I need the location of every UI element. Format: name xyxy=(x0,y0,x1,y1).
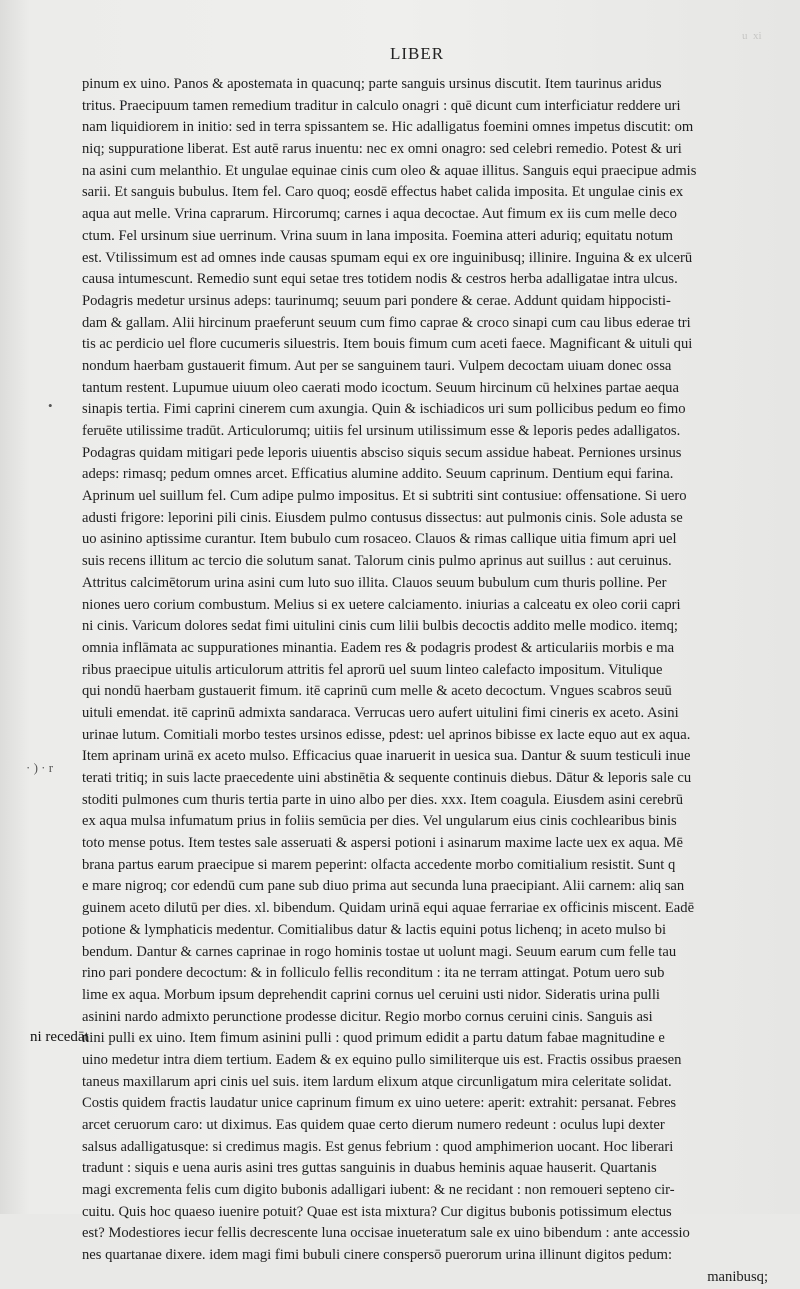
bleed-through-text: u xi xyxy=(742,30,762,42)
text-line: tritus. Praecipuum tamen remedium traditur in calculo onagri : quē dicunt cum interficiatur reddere uri xyxy=(82,97,681,114)
text-line: taneus maxillarum apri cinis uel suis. item lardum elixum atque circunligatum mira celeritate solidat. xyxy=(82,1073,672,1090)
text-line: brana partus earum praecipue si marem peperint: olfacta accedente morbo comitialium resistit. Sunt q xyxy=(82,856,676,873)
text-line: uino medetur intra diem tertium. Eadem & ex equino pullo similiterque uis est. Fractis ossibus praesen xyxy=(82,1051,682,1068)
text-line: nondum haerbam gustauerit fimum. Aut per se sanguinem tauri. Vulpem decoctam uiuam donec ossa xyxy=(82,357,672,374)
text-line: suis recens illitum ac tercio die solutum sanat. Talorum cinis pulmo aprinus aut suillus : aut ceruinus. xyxy=(82,553,672,570)
text-line: nini pulli ex uino. Item fimum asinini pulli : quod primum edidit a partu datum fabae magnitudine e xyxy=(82,1030,665,1047)
running-head: LIBER xyxy=(390,44,445,63)
text-line: ex aqua mulsa infumatum prius in foliis semūcia per dies. Vel ungularum eius cinis cochlearibus binis xyxy=(82,813,677,830)
text-line: niq; suppuratione liberat. Est autē rarus inuentu: nec ex omni onagro: sed celebri remedio. Potest & uri xyxy=(82,141,682,158)
text-line: dam & gallam. Alii hircinum praeferunt seuum cum fimo caprae & croco sinapi cum cau libus ederae tri xyxy=(82,314,691,331)
text-line: uituli emendat. itē caprinū admixta sandaraca. Verrucas uero aufert uitulini fimi cineris ex aceto. Asini xyxy=(82,704,679,721)
margin-mark: · ) · r xyxy=(26,760,54,775)
text-line: tradunt : siquis e uena auris asini tres guttas sanguinis in duabus heminis aquae hauserit. Quartanis xyxy=(82,1160,657,1177)
text-line: Item aprinam urinā ex aceto mulso. Efficacius quae inaruerit in uesica sua. Dantur & suum testiculi inue xyxy=(82,748,691,765)
text-line: stoditi pulmones cum thuris tertia parte in uino albo per dies. xxx. Item coagula. Eiusdem asini cerebrū xyxy=(82,791,684,808)
text-line: feruēte utilissime tradūt. Articulorumq; uitiis fel ursinum utilissimum esse & leporis pedes adalligatos. xyxy=(82,423,681,439)
text-line: aqua aut melle. Vrina caprarum. Hircorumq; carnes i aqua decoctae. Aut fimum ex iis cum melle deco xyxy=(82,206,677,223)
text-line: est. Vtilissimum est ad omnes inde causas spumam equi ex ore inguinibusq; illinire. Inguina & ex ulcerū xyxy=(82,249,693,266)
text-line: nes quartanae dixere. idem magi fimi bubuli cinere conspersō puerorum urina illinunt digitos pedum: xyxy=(82,1247,673,1264)
text-line: nam liquidiorem in initio: sed in terra spissantem se. Hic adalligatus foemini omnes impetus discutit: om xyxy=(82,119,694,136)
text-line: qui nondū haerbam gustauerit fimum. itē caprinū cum melle & aceto decoctum. Vngues scabros seuū xyxy=(82,683,672,700)
text-line: guinem aceto dilutū per dies. xl. bibendum. Quidam urinā equi aquae ferrariae ex officinis miscent. Eadē xyxy=(82,900,695,917)
text-line: pinum ex uino. Panos & apostemata in quacunq; parte sanguis ursinus discutit. Item taurinus aridus xyxy=(82,76,662,92)
text-line: Podagris medetur ursinus adeps: taurinumq; seuum pari pondere & cerae. Addunt quidam hippocisti- xyxy=(82,292,671,309)
catchword: manibusq; xyxy=(707,1268,768,1285)
text-line: omnia inflāmata ac suppurationes minantia. Eadem res & podagris prodest & articulariis morbis e ma xyxy=(82,639,675,656)
text-line: e mare nigroq; cor edendū cum pane sub diuo prima aut secunda luna praecipiant. Alii carnem: aliq san xyxy=(82,878,685,895)
text-line: na asini cum melanthio. Et ungulae equinae cinis cum oleo & aquae illitus. Sanguis equi praecipue admis xyxy=(82,162,697,179)
margin-note: ni recedāt xyxy=(30,1029,89,1045)
text-line: lime ex aqua. Morbum ipsum deprehendit caprini cornus uel ceruini usti nidor. Sideratis urina pulli xyxy=(82,986,660,1003)
text-line: uo asinino aptissime curantur. Item bubulo cum rosaceo. Clauos & rimas callique uitia fimum apri uel xyxy=(82,531,677,548)
text-line: sinapis tertia. Fimi caprini cinerem cum axungia. Quin & ischiadicos uri sum pollicibus pedum eo fimo xyxy=(82,401,686,418)
text-line: tis ac perdicio uel flore cucumeris siluestris. Item bouis fimum cum aceti faece. Magnificant & uituli qui xyxy=(82,336,693,353)
text-line: Attritus calcimētorum urina asini cum luto suo illita. Clauos seuum bubulum cum thuris polline. Per xyxy=(82,574,667,591)
text-line: bendum. Dantur & carnes caprinae in rogo hominis tostae ut uolunt magi. Seuum earum cum felle tau xyxy=(82,943,677,960)
text-line: est? Modestiores iecur fellis decrescente luna occisae inueteratum sale ex uino bibendum : ante accessio xyxy=(82,1225,690,1242)
text-line: salsus adalligatusque: si credimus magis. Est genus febrium : quod amphimerion uocant. Hoc liberari xyxy=(82,1138,674,1155)
text-line: tantum restent. Lupumue uiuum oleo caerati modo icoctum. Seuum hircinum cū helxines partae aequa xyxy=(82,379,679,396)
text-line: adeps: rimasq; pedum omnes arcet. Efficatius alumine addito. Seuum caprinum. Dentium equi farina. xyxy=(82,466,674,483)
text-line: causa intumescunt. Remedio sunt equi setae tres totidem nodis & cestros herba adalligatae intra ulcus. xyxy=(82,271,678,288)
text-block xyxy=(82,74,772,1289)
text-line: toto mense potus. Item testes sale asseruati & aspersi potioni i asinarum maxime lacte uex ex aqua. Mē xyxy=(82,835,684,852)
text-line: niones uero corium combustum. Melius si ex uetere calciamento. iniurias a calceatu ex oleo corii capri xyxy=(82,596,681,613)
text-line: ctum. Fel ursinum siue uerrinum. Vrina suum in lana imposita. Foemina atteri aduriq; equitatu notum xyxy=(82,227,674,244)
text-line: ni cinis. Varicum dolores sedat fimi uitulini cinis cum lilii bulbis decoctis addito melle modico. itemq; xyxy=(82,618,678,635)
text-line: magi excrementa felis cum digito bubonis adalligari iubent: & ne recidant : non remoueri septeno cir- xyxy=(82,1182,675,1199)
text-line: sarii. Et sanguis bubulus. Item fel. Caro quoq; eosdē effectus habet calida imposita. Et ungulae cinis ex xyxy=(82,184,684,201)
text-line: asinini nardo admixto perunctione prodesse dicitur. Regio morbo cornus ceruini cinis. Sanguis asi xyxy=(82,1008,653,1025)
text-line: arcet ceruorum caro: ut diximus. Eas quidem quae certo dierum numero redeunt : oculus lupi dexter xyxy=(82,1117,665,1133)
text-line: Costis quidem fractis laudatur unice caprinum fimum ex uino uetere: aperit: extrahit: persanat. Febres xyxy=(82,1095,677,1112)
text-line: Podagras quidam mitigari pede leporis uiuentis absciso siquis secum assidue habeat. Perniones ursinus xyxy=(82,444,682,461)
text-line: urinae lutum. Comitiali morbo testes ursinos edisse, pdest: uel aprinos bibisse ex lacte equo aut ex aqua. xyxy=(82,726,691,743)
text-line: terati tritiq; in suis lacte praecedente uini abstinētia & sequente continuis diebus. Dātur & leporis sale cu xyxy=(82,770,692,786)
margin-mark: • xyxy=(48,398,53,413)
text-line: adusti frigore: leporini pili cinis. Eiusdem pulmo contusus dissectus: aut pulmonis cinis. Sole adusta se xyxy=(82,509,683,526)
text-line: potione & lymphaticis medentur. Comitialibus datur & lactis equini potus lichenq; in aceto mulso bi xyxy=(82,921,667,938)
text-line: rino pari pondere decoctum: & in folliculo fellis reconditum : ita ne terram attingat. Potum uero sub xyxy=(82,965,665,982)
text-line: cuitu. Quis hoc quaeso iuenire potuit? Quae est ista mixtura? Cur digitus bubonis potissimum electus xyxy=(82,1203,672,1220)
text-line: ribus praecipue uitulis articulorum attritis fel aprorū uel suum linteo calefacto impositum. Vitulique xyxy=(82,661,663,678)
text-line: Aprinum uel suillum fel. Cum adipe pulmo impositus. Et si subtriti sint contusiue: offensatione. Si uero xyxy=(82,488,687,505)
